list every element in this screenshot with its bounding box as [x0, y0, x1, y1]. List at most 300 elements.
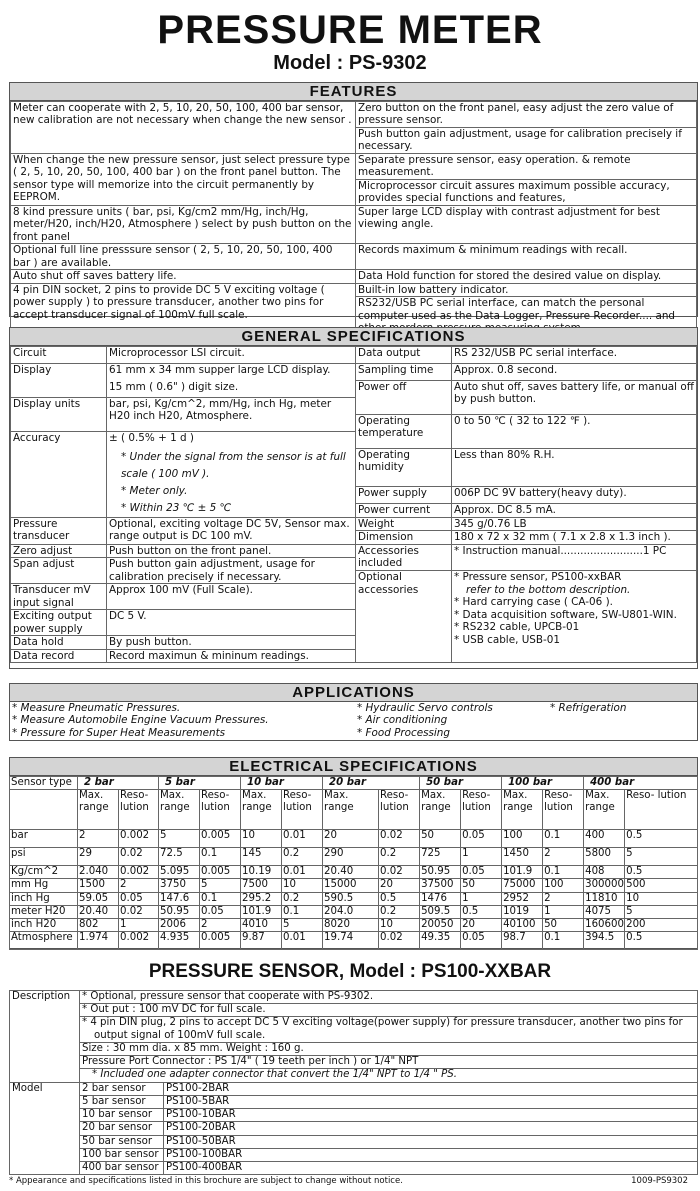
- table-cell: 0.1: [543, 866, 584, 879]
- sensor-name: 50 bar sensor: [80, 1135, 164, 1148]
- table-cell: 0.05: [461, 932, 502, 950]
- sensor-model-number: PS100-400BAR: [164, 1162, 698, 1175]
- table-cell: 29: [78, 848, 119, 866]
- sensor-model-row: [10, 1122, 698, 1135]
- spec-label: Span adjust: [11, 558, 107, 584]
- sensor-title: PRESSURE SENSOR, Model : PS100-XXBAR: [148, 961, 552, 982]
- table-cell: 2952: [502, 892, 543, 905]
- spec-value: Optional, exciting voltage DC 5V, Sensor max. range output is DC 100 mV.: [107, 518, 356, 545]
- table-cell: 0.002: [119, 830, 159, 848]
- table-cell: 2: [200, 919, 241, 932]
- range-group-header: 50 bar: [420, 777, 502, 790]
- table-cell: 50.95: [159, 905, 200, 918]
- table-cell: 15000: [323, 879, 379, 892]
- table-cell: 50.95: [420, 866, 461, 879]
- sensor-desc-row: [10, 1017, 698, 1042]
- sensor-type-header: Sensor type: [10, 777, 78, 790]
- table-cell: 10: [625, 892, 698, 905]
- table-cell: 50: [461, 879, 502, 892]
- optional-item: refer to the bottom description.: [466, 583, 631, 596]
- table-cell: 0.5: [461, 905, 502, 918]
- table-cell: 725: [420, 848, 461, 866]
- max-range-header: Max. range: [323, 790, 379, 830]
- table-cell: 0.005: [200, 866, 241, 879]
- table-cell: 0.01: [282, 830, 323, 848]
- table-cell: 295.2: [241, 892, 282, 905]
- electrical-header-row: [10, 777, 698, 790]
- max-range-header: Max. range: [420, 790, 461, 830]
- feature-text: 4 pin DIN socket, 2 pins to provide DC 5 V exciting voltage ( power supply ) to pressure transducer, another two pins for accept transducer signal of 100mV full scale.: [13, 283, 325, 321]
- table-cell: 0.05: [461, 830, 502, 848]
- spec-value: RS 232/USB PC serial interface.: [452, 347, 697, 364]
- table-cell: 19.74: [323, 932, 379, 950]
- document-code: 1009-PS9302: [631, 1176, 688, 1186]
- sensor-model-number: PS100-10BAR: [164, 1109, 698, 1122]
- spec-value: 180 x 72 x 32 mm ( 7.1 x 2.8 x 1.3 inch ).: [452, 531, 697, 544]
- table-cell: 2006: [159, 919, 200, 932]
- sensor-model-row: [10, 1148, 698, 1161]
- table-cell: 5.095: [159, 866, 200, 879]
- table-cell: 400: [584, 830, 625, 848]
- spec-value: [452, 571, 697, 663]
- table-cell: 0.1: [543, 830, 584, 848]
- resolution-header: Reso- lution: [543, 790, 584, 830]
- spec-label: Zero adjust: [11, 544, 107, 557]
- footer-note: * Appearance and specifications listed in this brochure are subject to change without notice.: [9, 1176, 403, 1186]
- spec-label: Power off: [356, 381, 452, 415]
- resolution-header: Reso- lution: [625, 790, 698, 830]
- max-range-header: Max. range: [159, 790, 200, 830]
- table-cell: 160600: [585, 919, 624, 931]
- general-specs-heading: GENERAL SPECIFICATIONS: [10, 328, 697, 346]
- applications-heading: APPLICATIONS: [10, 684, 697, 702]
- unit-label: Kg/cm^2: [10, 866, 78, 879]
- spec-value: * Instruction manual.........................1 PC: [452, 544, 697, 570]
- sensor-model-row: [10, 1109, 698, 1122]
- table-row: [10, 932, 698, 950]
- feature-item: [356, 154, 697, 180]
- sensor-name: 100 bar sensor: [80, 1148, 164, 1161]
- model-label: Model: [10, 1082, 80, 1175]
- spec-value: [107, 432, 356, 518]
- spec-value: 0 to 50 ℃ ( 32 to 122 ℉ ).: [452, 415, 697, 449]
- application-item: * Pressure for Super Heat Measurements: [12, 726, 226, 739]
- resolution-header: Reso- lution: [461, 790, 502, 830]
- sensor-model-row: [10, 1095, 698, 1108]
- table-cell: 4075: [584, 905, 625, 918]
- table-cell: 100: [502, 830, 543, 848]
- max-range-header: Max. range: [502, 790, 543, 830]
- description-text: * Included one adapter connector that convert the 1/4" NPT to 1/4 " PS.: [80, 1069, 698, 1082]
- spec-label: Power supply: [356, 487, 452, 504]
- feature-text: Zero button on the front panel, easy adjust the zero value of pressure sensor.: [358, 102, 674, 127]
- resolution-header: Reso- lution: [282, 790, 323, 830]
- feature-text: When change the new pressure sensor, just select pressure type ( 2, 5, 10, 20, 50, 100, 400 bar ) on the front panel button. The sensor type will memorize into the circuit permanently by EEPROM.: [13, 154, 350, 204]
- description-label: Description: [10, 991, 80, 1083]
- unit-label: bar: [10, 830, 78, 848]
- table-cell: 1: [119, 919, 159, 932]
- optional-item: * USB cable, USB-01: [454, 633, 560, 646]
- optional-item: * Hard carrying case ( CA-06 ).: [454, 596, 613, 609]
- spec-label: Operating humidity: [356, 449, 452, 487]
- feature-item: [356, 206, 697, 244]
- spec-value: Approx. 0.8 second.: [452, 364, 697, 381]
- table-cell: 2: [119, 879, 159, 892]
- table-row: [10, 919, 698, 932]
- table-cell: 7500: [241, 879, 282, 892]
- feature-row: [11, 206, 697, 244]
- spec-value: Push button on the front panel.: [107, 544, 356, 557]
- table-cell: 10: [379, 919, 420, 932]
- table-cell: 1019: [502, 905, 543, 918]
- table-cell: 20050: [420, 919, 461, 932]
- range-group-header: 400 bar: [584, 777, 698, 790]
- table-cell: 802: [78, 919, 119, 932]
- general-specs-section: [9, 327, 698, 669]
- application-item: * Refrigeration: [550, 702, 627, 714]
- optional-item: * RS232 cable, UPCB-01: [454, 621, 580, 634]
- table-cell: 3750: [159, 879, 200, 892]
- range-group-header: 5 bar: [159, 777, 241, 790]
- description-text: * Out put : 100 mV DC for full scale.: [80, 1004, 698, 1017]
- feature-text: Records maximum & minimum readings with recall.: [358, 244, 628, 257]
- page-title: PRESSURE METER: [157, 8, 543, 52]
- feature-text: Microprocessor circuit assures maximum possible accuracy, provides special functions and features,: [358, 180, 670, 205]
- unit-label: inch Hg: [10, 892, 78, 905]
- table-cell: 2: [543, 892, 584, 905]
- table-cell: 1450: [502, 848, 543, 866]
- feature-text: Push button gain adjustment, usage for calibration precisely if necessary.: [358, 128, 682, 153]
- description-text: * 4 pin DIN plug, 2 pins to accept DC 5 V exciting voltage(power supply) for pressure transducer, another two pins for output signal of 100mV full scale.: [80, 1017, 698, 1042]
- application-item: * Food Processing: [357, 726, 450, 739]
- application-item: * Air conditioning: [357, 714, 448, 727]
- table-cell: 5: [159, 830, 200, 848]
- sensor-model-number: PS100-5BAR: [164, 1095, 698, 1108]
- electrical-specs-section: [9, 757, 698, 949]
- description-text: * Optional, pressure sensor that cooperate with PS-9302.: [80, 991, 698, 1004]
- sensor-model-number: PS100-20BAR: [164, 1122, 698, 1135]
- table-cell: 20.40: [78, 905, 119, 918]
- feature-item: [356, 128, 697, 154]
- table-cell: 0.002: [119, 932, 159, 950]
- spec-label: Data record: [11, 649, 107, 662]
- table-cell: 1: [461, 892, 502, 905]
- sensor-model-number: PS100-100BAR: [164, 1148, 698, 1161]
- spec-label: Sampling time: [356, 364, 452, 381]
- application-item: * Hydraulic Servo controls: [357, 702, 493, 714]
- table-cell: 0.02: [379, 866, 420, 879]
- table-cell: 0.005: [200, 830, 241, 848]
- feature-text: Optional full line presssure sensor ( 2, 5, 10, 20, 50, 100, 400 bar ) are available.: [13, 244, 333, 269]
- range-group-header: 20 bar: [323, 777, 420, 790]
- table-cell: 0.5: [625, 932, 698, 950]
- unit-label: inch H20: [10, 919, 78, 932]
- optional-item: * Pressure sensor, PS100-xxBAR: [454, 571, 622, 584]
- feature-row: [11, 102, 697, 128]
- table-cell: 8020: [323, 919, 379, 932]
- table-cell: 2: [543, 848, 584, 866]
- spec-label: Data output: [356, 347, 452, 364]
- feature-item: [11, 154, 356, 206]
- table-cell: 101.9: [502, 866, 543, 879]
- electrical-specs-heading: ELECTRICAL SPECIFICATIONS: [9, 758, 698, 776]
- table-cell: 300000: [585, 879, 624, 891]
- spec-value: Less than 80% R.H.: [452, 449, 697, 487]
- table-cell: 72.5: [159, 848, 200, 866]
- features-section: [9, 82, 698, 322]
- max-range-header: Max. range: [584, 790, 625, 830]
- sensor-model-number: PS100-2BAR: [164, 1082, 698, 1095]
- table-cell: 0.005: [200, 932, 241, 950]
- feature-text: RS232/USB PC serial interface, can match the personal computer used as the Data Logger, Pressure Recorder.... and: [358, 297, 676, 322]
- sensor-model-row: [10, 1082, 698, 1095]
- accuracy-note: * Within 23 ℃ ± 5 ℃: [121, 502, 232, 514]
- feature-item: [356, 244, 697, 270]
- table-row: [10, 848, 698, 866]
- table-cell: 1: [461, 848, 502, 866]
- range-group-header: 2 bar: [78, 777, 159, 790]
- range-group-header: 10 bar: [241, 777, 323, 790]
- optional-item: * Data acquisition software, SW-U801-WIN.: [454, 608, 677, 621]
- unit-label: mm Hg: [10, 879, 78, 892]
- spec-label: Accessories included: [356, 544, 452, 570]
- feature-item: [11, 244, 356, 270]
- feature-text: Super large LCD display with contrast adjustment for best viewing angle.: [358, 206, 660, 231]
- table-cell: 0.2: [282, 892, 323, 905]
- spec-label: Data hold: [11, 636, 107, 649]
- table-cell: 5800: [584, 848, 625, 866]
- table-cell: 2.040: [78, 866, 119, 879]
- table-cell: 509.5: [420, 905, 461, 918]
- feature-row: [11, 283, 697, 296]
- table-cell: 145: [241, 848, 282, 866]
- sensor-model-number: PS100-50BAR: [164, 1135, 698, 1148]
- table-cell: 101.9: [241, 905, 282, 918]
- description-text: Pressure Port Connector : PS 1/4" ( 19 teeth per inch ) or 1/4" NPT: [80, 1056, 698, 1069]
- table-cell: 5: [625, 905, 698, 918]
- spec-value: 61 mm x 34 mm supper large LCD display.: [107, 364, 356, 381]
- sensor-name: 400 bar sensor: [80, 1162, 164, 1175]
- table-cell: 0.2: [379, 905, 420, 918]
- table-cell: 0.5: [379, 892, 420, 905]
- table-cell: 0.05: [200, 905, 241, 918]
- spec-label: Weight: [356, 518, 452, 531]
- unit-label: psi: [10, 848, 78, 866]
- table-cell: 20.40: [323, 866, 379, 879]
- table-cell: 50: [543, 919, 584, 932]
- table-cell: 98.7: [502, 932, 543, 950]
- table-cell: 10.19: [241, 866, 282, 879]
- resolution-header: Reso- lution: [119, 790, 159, 830]
- accuracy-note: * Under the signal from the sensor is at full scale ( 100 mV ).: [121, 451, 346, 480]
- table-cell: 590.5: [323, 892, 379, 905]
- feature-item: [356, 270, 697, 283]
- table-cell: 50: [420, 830, 461, 848]
- feature-text: Separate pressure sensor, easy operation. & remote measurement.: [358, 154, 631, 179]
- table-cell: 290: [323, 848, 379, 866]
- spec-value: DC 5 V.: [107, 610, 356, 636]
- spec-label: Accuracy: [11, 432, 107, 518]
- sensor-desc-row: [10, 991, 698, 1004]
- range-group-header: 100 bar: [502, 777, 584, 790]
- table-cell: 1: [543, 905, 584, 918]
- table-cell: 394.5: [584, 932, 625, 950]
- sensor-section: [9, 990, 698, 1176]
- spec-label: Transducer mV input signal: [11, 584, 107, 610]
- feature-row: [11, 270, 697, 283]
- table-cell: 4010: [241, 919, 282, 932]
- table-cell: 20: [461, 919, 502, 932]
- sensor-model-row: [10, 1162, 698, 1175]
- spec-label: Display: [11, 364, 107, 398]
- unit-label: Atmosphere: [10, 932, 78, 950]
- feature-item: [11, 206, 356, 244]
- application-item: * Measure Automobile Engine Vacuum Pressures.: [12, 714, 269, 727]
- spec-label: Pressure transducer: [11, 518, 107, 545]
- general-specs-table: [10, 346, 697, 663]
- sensor-name: 5 bar sensor: [80, 1095, 164, 1108]
- spec-value: Record maximun & mininum readings.: [107, 649, 356, 662]
- footer: [9, 1176, 698, 1186]
- table-cell: 0.1: [543, 932, 584, 950]
- table-cell: 75000: [502, 879, 543, 892]
- feature-row: [11, 154, 697, 180]
- features-table: [10, 101, 697, 337]
- table-cell: 10: [282, 879, 323, 892]
- table-cell: 5: [625, 848, 698, 866]
- feature-item: [356, 283, 697, 296]
- spec-value: Push button gain adjustment, usage for calibration precisely if necessary.: [107, 558, 356, 584]
- table-cell: 2: [78, 830, 119, 848]
- table-cell: 0.5: [625, 830, 698, 848]
- table-cell: 147.6: [159, 892, 200, 905]
- unit-label: meter H20: [10, 905, 78, 918]
- spec-value: Microprocessor LSI circuit.: [107, 347, 356, 364]
- table-cell: 408: [584, 866, 625, 879]
- table-row: [10, 879, 698, 892]
- spec-label: Exciting output power supply: [11, 610, 107, 636]
- table-row: [10, 830, 698, 848]
- table-cell: 200: [625, 919, 698, 932]
- table-cell: 11810: [584, 892, 625, 905]
- table-cell: 0.1: [200, 848, 241, 866]
- table-cell: 0.01: [282, 866, 323, 879]
- table-cell: 5: [282, 919, 323, 932]
- table-cell: 20: [323, 830, 379, 848]
- spec-label: Power current: [356, 504, 452, 518]
- table-row: [10, 892, 698, 905]
- table-cell: 9.87: [241, 932, 282, 950]
- feature-text: Data Hold function for stored the desired value on display.: [358, 270, 662, 283]
- feature-text: Meter can cooperate with 2, 5, 10, 20, 50, 100, 400 bar sensor, new calibration are not necessary when change the new sensor .: [13, 102, 352, 127]
- applications-section: [9, 683, 698, 741]
- spec-label: Optional accessories: [356, 571, 452, 663]
- max-range-header: Max. range: [241, 790, 282, 830]
- table-cell: 0.1: [200, 892, 241, 905]
- table-cell: 0.05: [461, 866, 502, 879]
- spec-value: 15 mm ( 0.6" ) digit size.: [107, 381, 356, 398]
- spec-label: Dimension: [356, 531, 452, 544]
- table-cell: 0.02: [119, 848, 159, 866]
- feature-item: [356, 102, 697, 128]
- table-cell: 1476: [420, 892, 461, 905]
- table-cell: 20: [379, 879, 420, 892]
- table-cell: 0.2: [282, 848, 323, 866]
- accuracy-value: ± ( 0.5% + 1 d ): [109, 432, 194, 444]
- table-cell: 0.02: [379, 932, 420, 950]
- table-cell: 49.35: [420, 932, 461, 950]
- table-cell: 1.974: [78, 932, 119, 950]
- table-cell: 204.0: [323, 905, 379, 918]
- feature-item: [11, 270, 356, 283]
- table-cell: 10: [241, 830, 282, 848]
- spec-value: Approx. DC 8.5 mA.: [452, 504, 697, 518]
- table-cell: 0.2: [379, 848, 420, 866]
- resolution-header: Reso- lution: [200, 790, 241, 830]
- table-cell: 0.02: [379, 830, 420, 848]
- feature-row: [11, 244, 697, 270]
- table-cell: 0.02: [119, 905, 159, 918]
- spec-value: 345 g/0.76 LB: [452, 518, 697, 531]
- table-cell: 0.1: [282, 905, 323, 918]
- application-item: * Measure Pneumatic Pressures.: [12, 702, 181, 714]
- sensor-name: 2 bar sensor: [80, 1082, 164, 1095]
- applications-table: [10, 702, 697, 739]
- table-cell: 0.5: [625, 866, 698, 879]
- table-cell: 500: [625, 879, 698, 892]
- sensor-desc-row: [10, 1004, 698, 1017]
- resolution-header: Reso- lution: [379, 790, 420, 830]
- spec-value: 006P DC 9V battery(heavy duty).: [452, 487, 697, 504]
- sensor-desc-row: [10, 1069, 698, 1082]
- features-heading: FEATURES: [10, 83, 697, 101]
- table-row: [10, 905, 698, 918]
- spec-value: By push button.: [107, 636, 356, 649]
- sensor-desc-row: [10, 1042, 698, 1055]
- feature-text: Auto shut off saves battery life.: [13, 270, 177, 283]
- feature-item: [11, 102, 356, 154]
- sensor-name: 10 bar sensor: [80, 1109, 164, 1122]
- electrical-subheader-row: [10, 790, 698, 830]
- table-cell: 0.01: [282, 932, 323, 950]
- spec-label: Operating temperature: [356, 415, 452, 449]
- table-cell: 0.05: [119, 892, 159, 905]
- sensor-table: [9, 990, 698, 1175]
- spec-label: Circuit: [11, 347, 107, 364]
- spec-value: Auto shut off, saves battery life, or manual off by push button.: [452, 381, 697, 415]
- sensor-model-row: [10, 1135, 698, 1148]
- sensor-desc-row: [10, 1056, 698, 1069]
- table-cell: 100: [543, 879, 584, 892]
- model-subtitle: Model : PS-9302: [273, 52, 427, 74]
- feature-item: [356, 180, 697, 206]
- spec-label: Display units: [11, 398, 107, 432]
- table-cell: 40100: [502, 919, 543, 932]
- electrical-specs-table: [9, 776, 698, 950]
- table-row: [10, 866, 698, 879]
- accuracy-note: * Meter only.: [121, 485, 188, 497]
- spec-value: Approx 100 mV (Full Scale).: [107, 584, 356, 610]
- feature-text: Built-in low battery indicator.: [358, 283, 509, 296]
- table-cell: 37500: [420, 879, 461, 892]
- spec-value: bar, psi, Kg/cm^2, mm/Hg, inch Hg, meter H20 inch H20, Atmosphere.: [107, 398, 356, 432]
- table-cell: 5: [200, 879, 241, 892]
- table-cell: 59.05: [78, 892, 119, 905]
- description-text: Size : 30 mm dia. x 85 mm. Weight : 160 g.: [80, 1042, 698, 1055]
- max-range-header: Max. range: [78, 790, 119, 830]
- table-cell: 4.935: [159, 932, 200, 950]
- feature-text: 8 kind pressure units ( bar, psi, Kg/cm2 mm/Hg, inch/Hg, meter/H20, inch/H20, Atmosphere ) select by push button on the front panel: [13, 206, 352, 243]
